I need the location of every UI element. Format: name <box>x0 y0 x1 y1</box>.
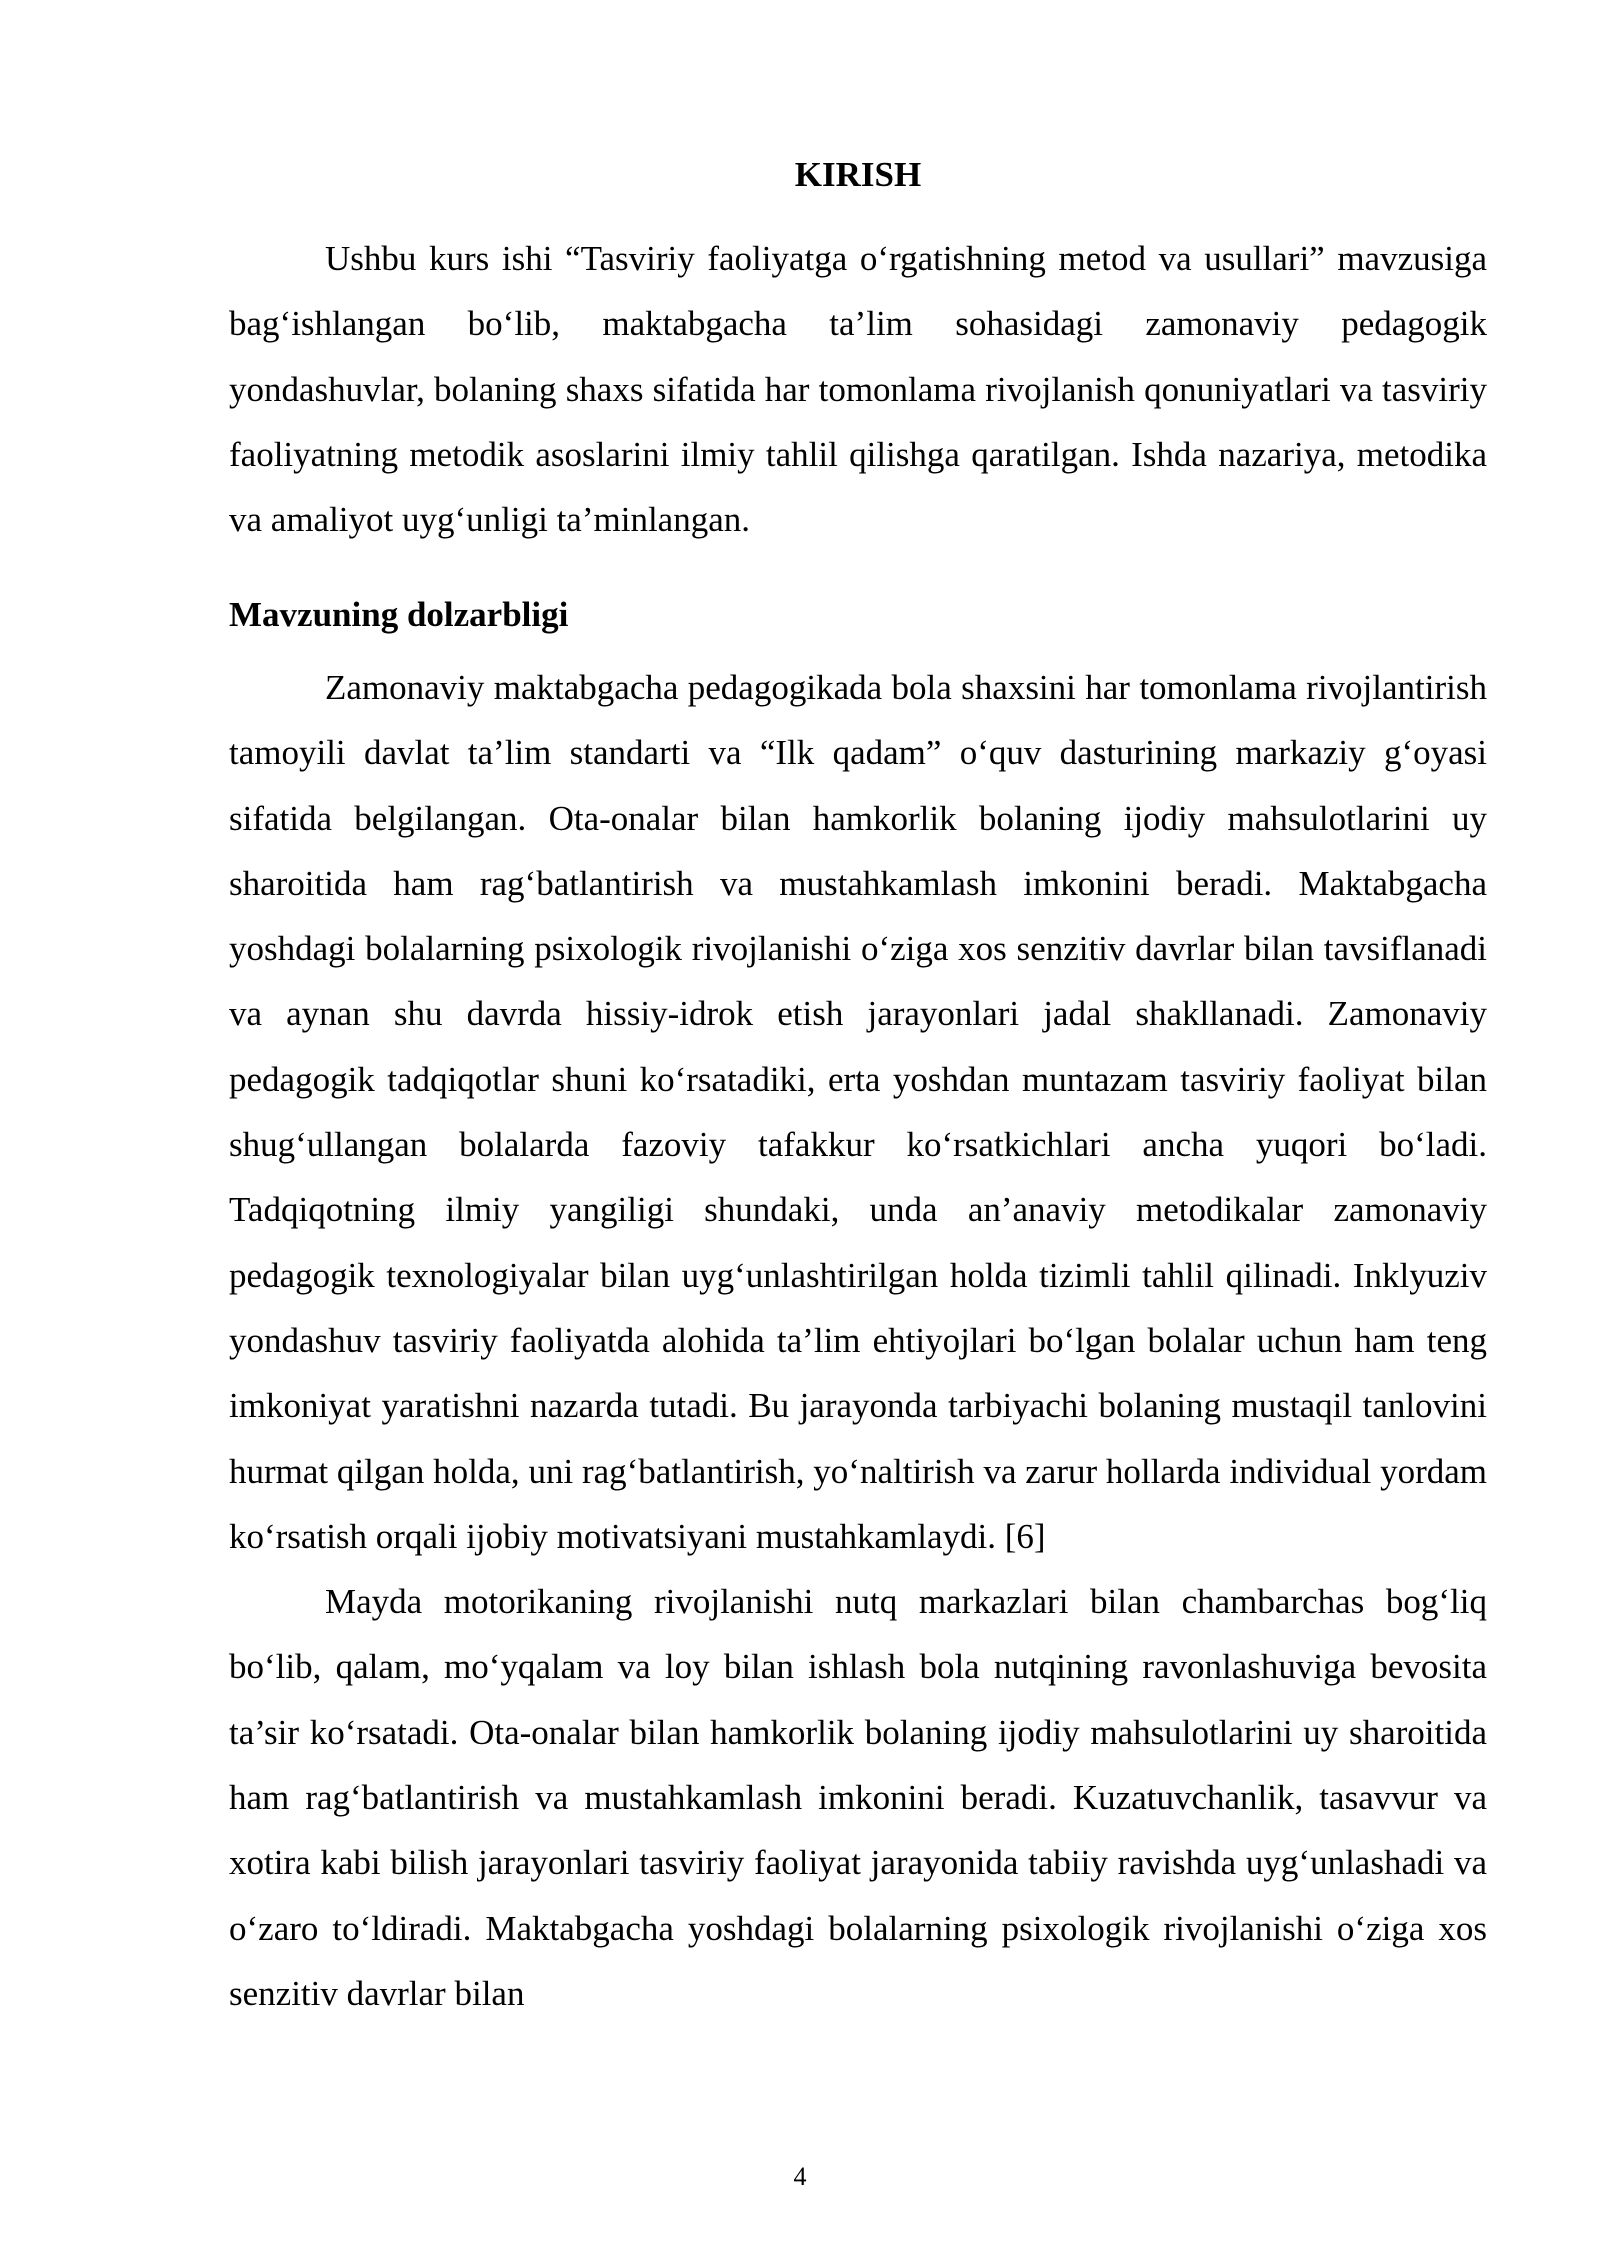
body-paragraph: Mayda motorikaning rivojlanishi nutq markazlari bilan chambarchas bog‘liq bo‘lib, qalam, mo‘yqalam va loy bilan ishlash bola nutqining ravonlashuviga bevosita ta’sir ko‘rsatadi. Ota-onalar bilan hamkorlik bolaning ijodiy mahsulotlarini uy sharoitida ham rag‘batlantirish va mustahkamlash imkonini beradi. Kuzatuvchanlik, tasavvur va xotira kabi bilish jarayonlari tasviriy faoliyat jarayonida tabiiy ravishda uyg‘unlashadi va o‘zaro to‘ldiradi. Maktabgacha yoshdagi bolalarning psixologik rivojlanishi o‘ziga xos senzitiv davrlar bilan <box>229 1582 1487 2013</box>
body-paragraph: Zamonaviy maktabgacha pedagogikada bola shaxsini har tomonlama rivojlantirish tamoyili davlat ta’lim standarti va “Ilk qadam” o‘quv dasturining markaziy g‘oyasi sifatida belgilangan. Ota-onalar bilan hamkorlik bolaning ijodiy mahsulotlarini uy sharoitida ham rag‘batlantirish va mustahkamlash imkonini beradi. Maktabgacha yoshdagi bolalarning psixologik rivojlanishi o‘ziga xos senzitiv davrlar bilan tavsiflanadi va aynan shu davrda hissiy-idrok etish jarayonlari jadal shakllanadi. Zamonaviy pedagogik tadqiqotlar shuni ko‘rsatadiki, erta yoshdan muntazam tasviriy faoliyat bilan shug‘ullangan bolalarda fazoviy tafakkur ko‘rsatkichlari ancha yuqori bo‘ladi. Tadqiqotning ilmiy yangiligi shundaki, unda an’anaviy metodikalar zamonaviy pedagogik texnologiyalar bilan uyg‘unlashtirilgan holda tizimli tahlil qilinadi. Inklyuziv yondashuv tasviriy faoliyatda alohida ta’lim ehtiyojlari bo‘lgan bolalar uchun ham teng imkoniyat yaratishni nazarda tutadi. Bu jarayonda tarbiyachi bolaning mustaqil tanlovini hurmat qilgan holda, uni rag‘batlantirish, yo‘naltirish va zarur hollarda individual yordam ko‘rsatish orqali ijobiy motivatsiyani mustahkamlaydi. [6] <box>229 668 1487 1556</box>
section-body <box>229 655 1487 2026</box>
intro-paragraph: Ushbu kurs ishi “Tasviriy faoliyatga o‘rgatishning metod va usullari” mavzusiga bag‘ishlangan bo‘lib, maktabgacha ta’lim sohasidagi zamonaviy pedagogik yondashuvlar, bolaning shaxs sifatida har tomonlama rivojlanish qonuniyatlari va tasviriy faoliyatning metodik asoslarini ilmiy tahlil qilishga qaratilgan. Ishda nazariya, metodika va amaliyot uyg‘unligi ta’minlangan. <box>229 239 1487 540</box>
page-number: 4 <box>793 2162 807 2191</box>
page-title: KIRISH <box>794 155 922 194</box>
section-heading: Mavzuning dolzarbligi <box>229 595 569 634</box>
